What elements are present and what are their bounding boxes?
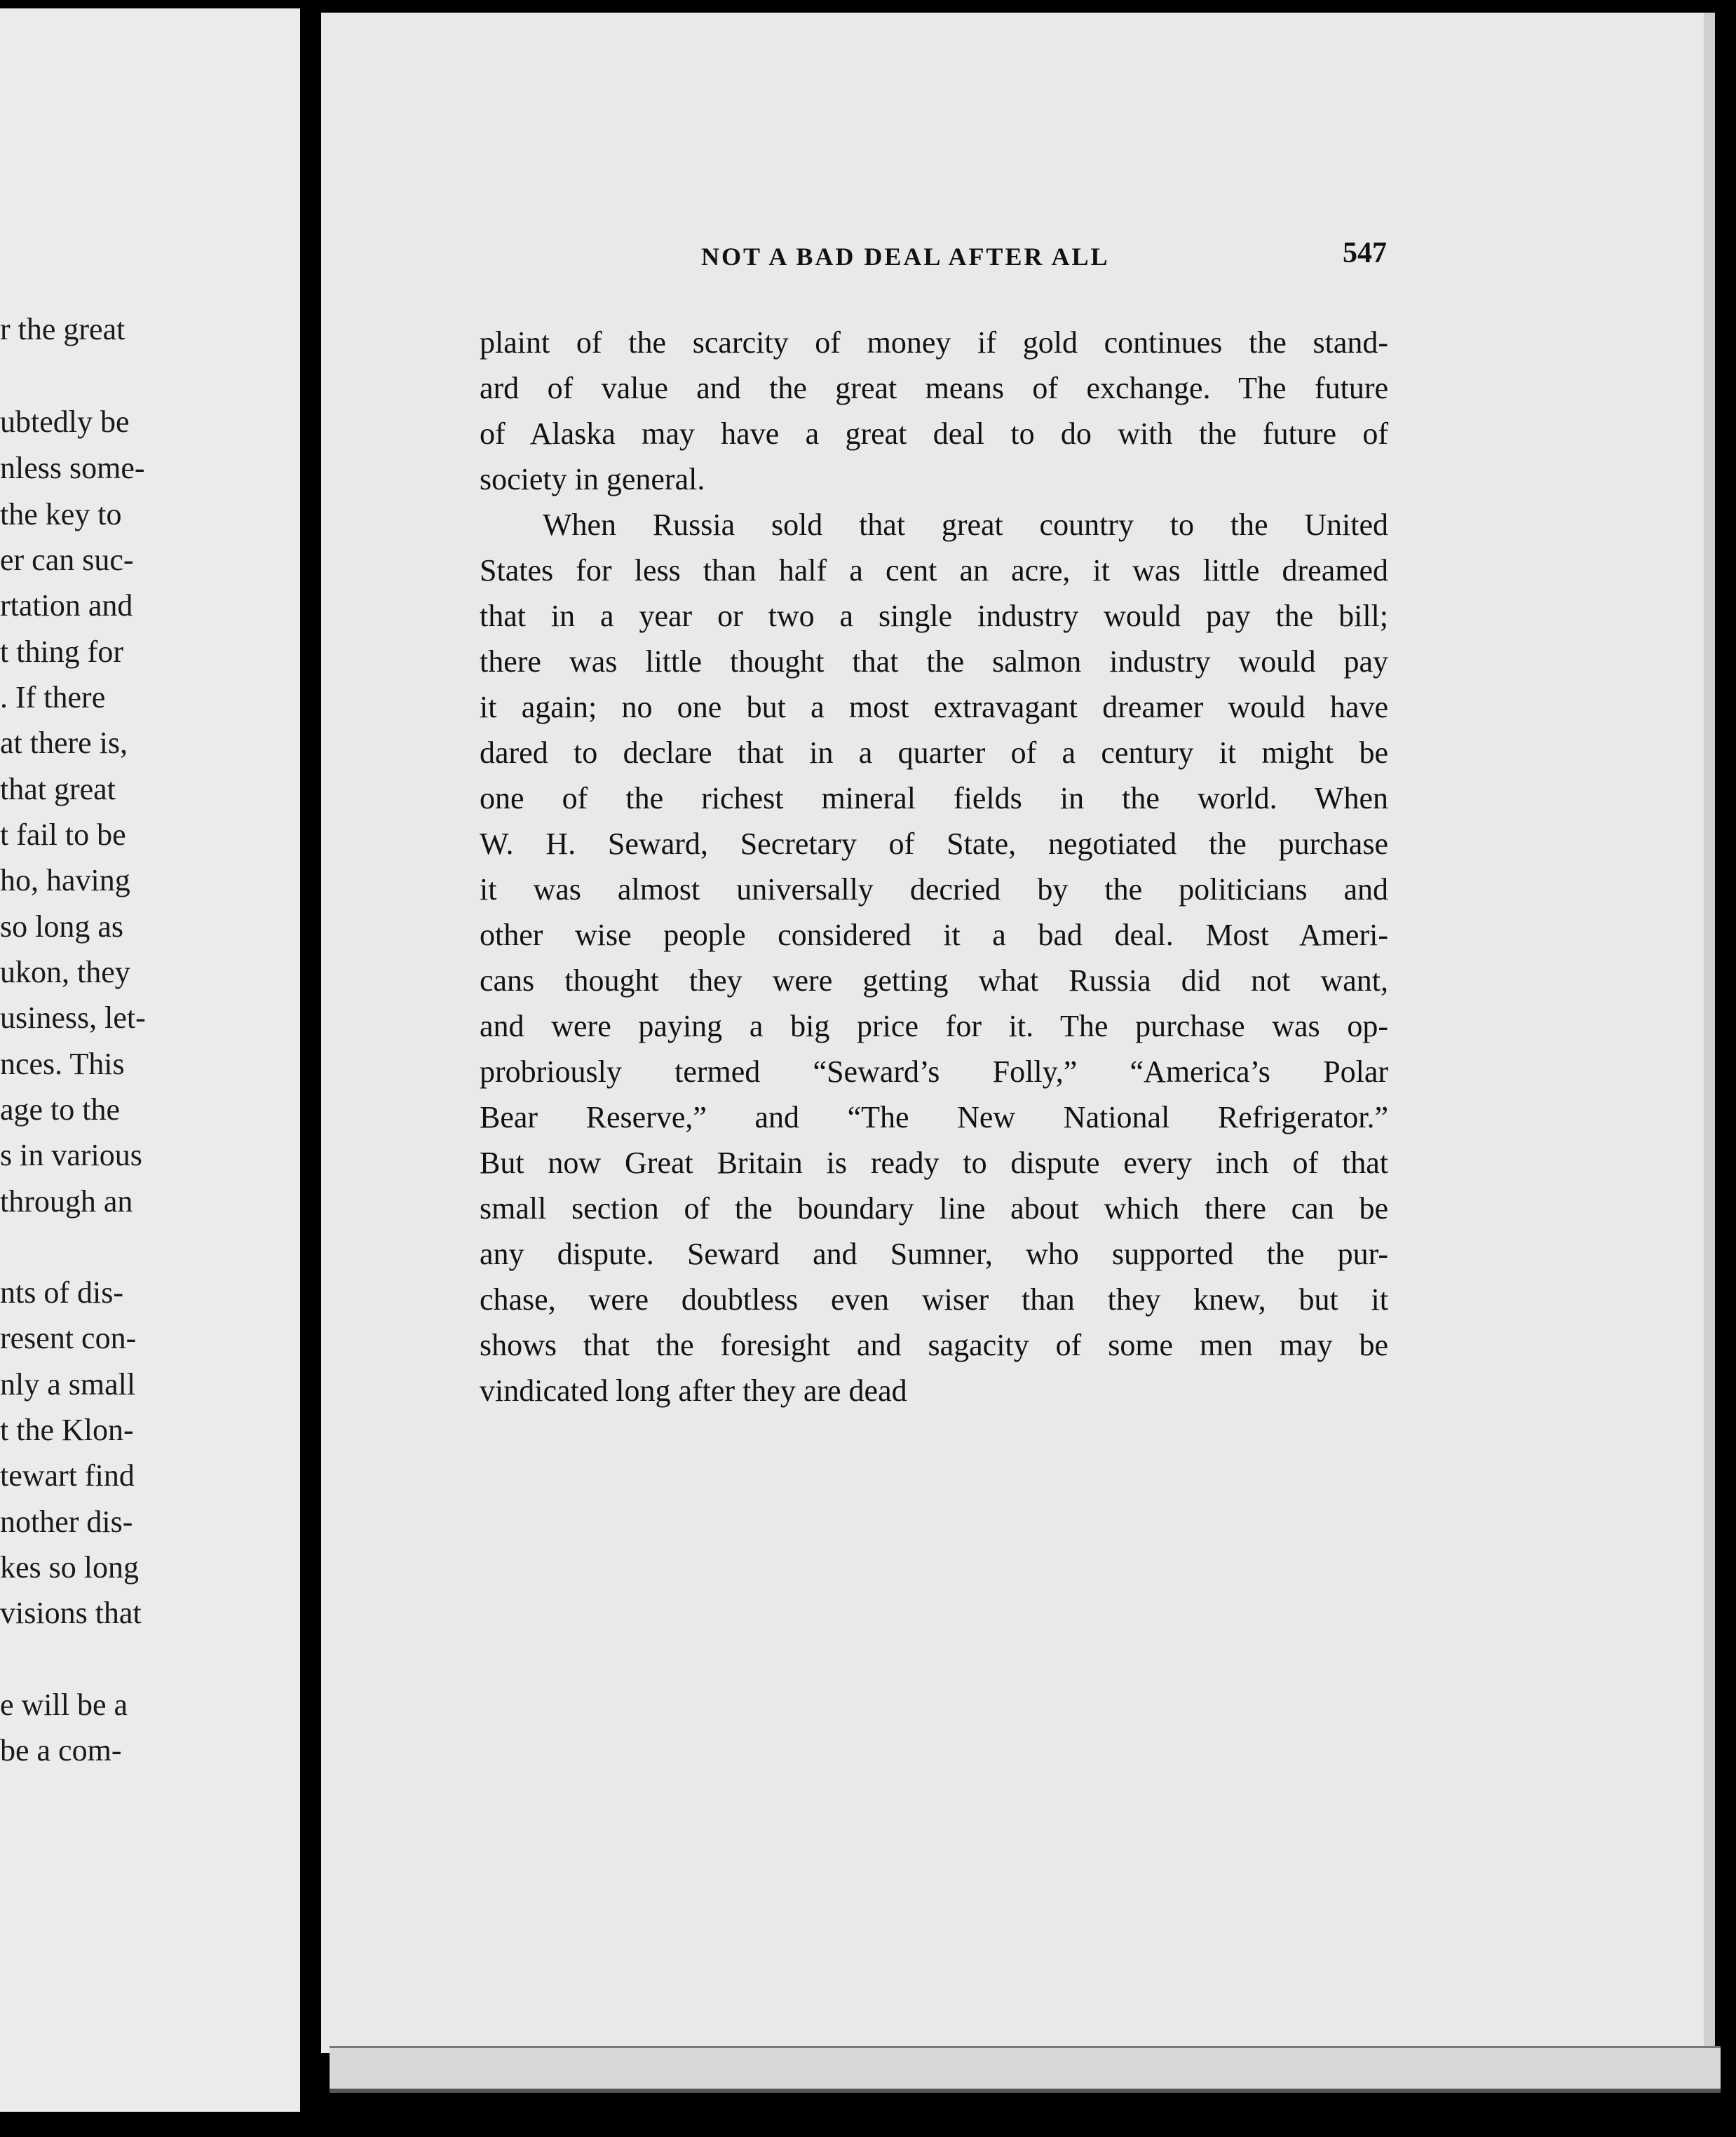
left-line: s in various <box>0 1138 142 1172</box>
text-line: vindicated long after they are dead <box>480 1373 907 1408</box>
left-line: nts of dis- <box>0 1275 123 1310</box>
left-page-text <box>0 8 300 2112</box>
left-line: e will be a <box>0 1688 128 1722</box>
text-line: small section of the boundary line about which there can be <box>480 1191 1388 1226</box>
left-line: t thing for <box>0 635 123 669</box>
left-line: that great <box>0 772 116 806</box>
text-line: it again; no one but a most extravagant dreamer would have <box>480 690 1388 724</box>
page-number: 547 <box>1343 237 1387 269</box>
text-line: and were paying a big price for it. The purchase was op- <box>480 1009 1388 1043</box>
text-line: that in a year or two a single industry would pay the bill; <box>480 599 1388 633</box>
left-page <box>0 8 300 2112</box>
text-line: cans thought they were getting what Russia did not want, <box>480 963 1388 998</box>
left-line: the key to <box>0 497 122 531</box>
left-line: be a com- <box>0 1733 122 1768</box>
text-line: one of the richest mineral fields in the world. When <box>480 781 1388 815</box>
left-line: usiness, let- <box>0 1000 146 1035</box>
left-line: at there is, <box>0 726 128 760</box>
text-line: But now Great Britain is ready to dispute every inch of that <box>480 1146 1388 1180</box>
left-line: nces. This <box>0 1047 125 1081</box>
running-head <box>377 237 1387 284</box>
text-line: plaint of the scarcity of money if gold continues the stand- <box>480 325 1388 360</box>
left-line: through an <box>0 1184 133 1219</box>
text-line: it was almost universally decried by the politicians and <box>480 872 1388 907</box>
left-line: . If there <box>0 680 106 714</box>
book-gutter <box>300 0 321 2137</box>
text-line: Bear Reserve,” and “The New National Refrigerator.” <box>480 1100 1388 1134</box>
text-line: When Russia sold that great country to the United <box>543 508 1388 542</box>
text-line: probriously termed “Seward’s Folly,” “America’s Polar <box>480 1054 1388 1089</box>
left-line: so long as <box>0 909 123 944</box>
page-edge <box>330 2046 1721 2093</box>
left-line: tewart find <box>0 1458 135 1493</box>
left-line: ukon, they <box>0 955 130 989</box>
text-line: ard of value and the great means of exchange. The future <box>480 371 1388 405</box>
left-line: kes so long <box>0 1550 139 1585</box>
text-line: chase, were doubtless even wiser than they knew, but it <box>480 1282 1388 1317</box>
text-line: shows that the foresight and sagacity of some men may be <box>480 1328 1388 1362</box>
left-line: ho, having <box>0 863 130 897</box>
left-line: ubtedly be <box>0 405 130 439</box>
left-line: nother dis- <box>0 1505 133 1539</box>
text-line: any dispute. Seward and Sumner, who supported the pur- <box>480 1237 1388 1271</box>
text-line: of Alaska may have a great deal to do with the future of <box>480 416 1388 451</box>
text-line: there was little thought that the salmon industry would pay <box>480 644 1388 679</box>
left-line: rtation and <box>0 588 133 623</box>
left-line: t the Klon- <box>0 1413 134 1447</box>
running-title: NOT A BAD DEAL AFTER ALL <box>701 243 1110 271</box>
left-line: nly a small <box>0 1367 136 1402</box>
left-line: resent con- <box>0 1321 137 1355</box>
text-line: society in general. <box>480 462 705 496</box>
body-text <box>480 320 1388 1413</box>
left-line: er can suc- <box>0 543 134 577</box>
left-line: t fail to be <box>0 818 126 852</box>
left-line: visions that <box>0 1596 142 1630</box>
text-line: dared to declare that in a quarter of a century it might be <box>480 735 1388 770</box>
left-line: age to the <box>0 1092 121 1127</box>
text-line: States for less than half a cent an acre, it was little dreamed <box>480 553 1388 588</box>
text-line: W. H. Seward, Secretary of State, negotiated the purchase <box>480 827 1388 861</box>
text-line: other wise people considered it a bad deal. Most Ameri- <box>480 918 1388 952</box>
left-line: nless some- <box>0 451 145 485</box>
left-line: r the great <box>0 312 126 346</box>
